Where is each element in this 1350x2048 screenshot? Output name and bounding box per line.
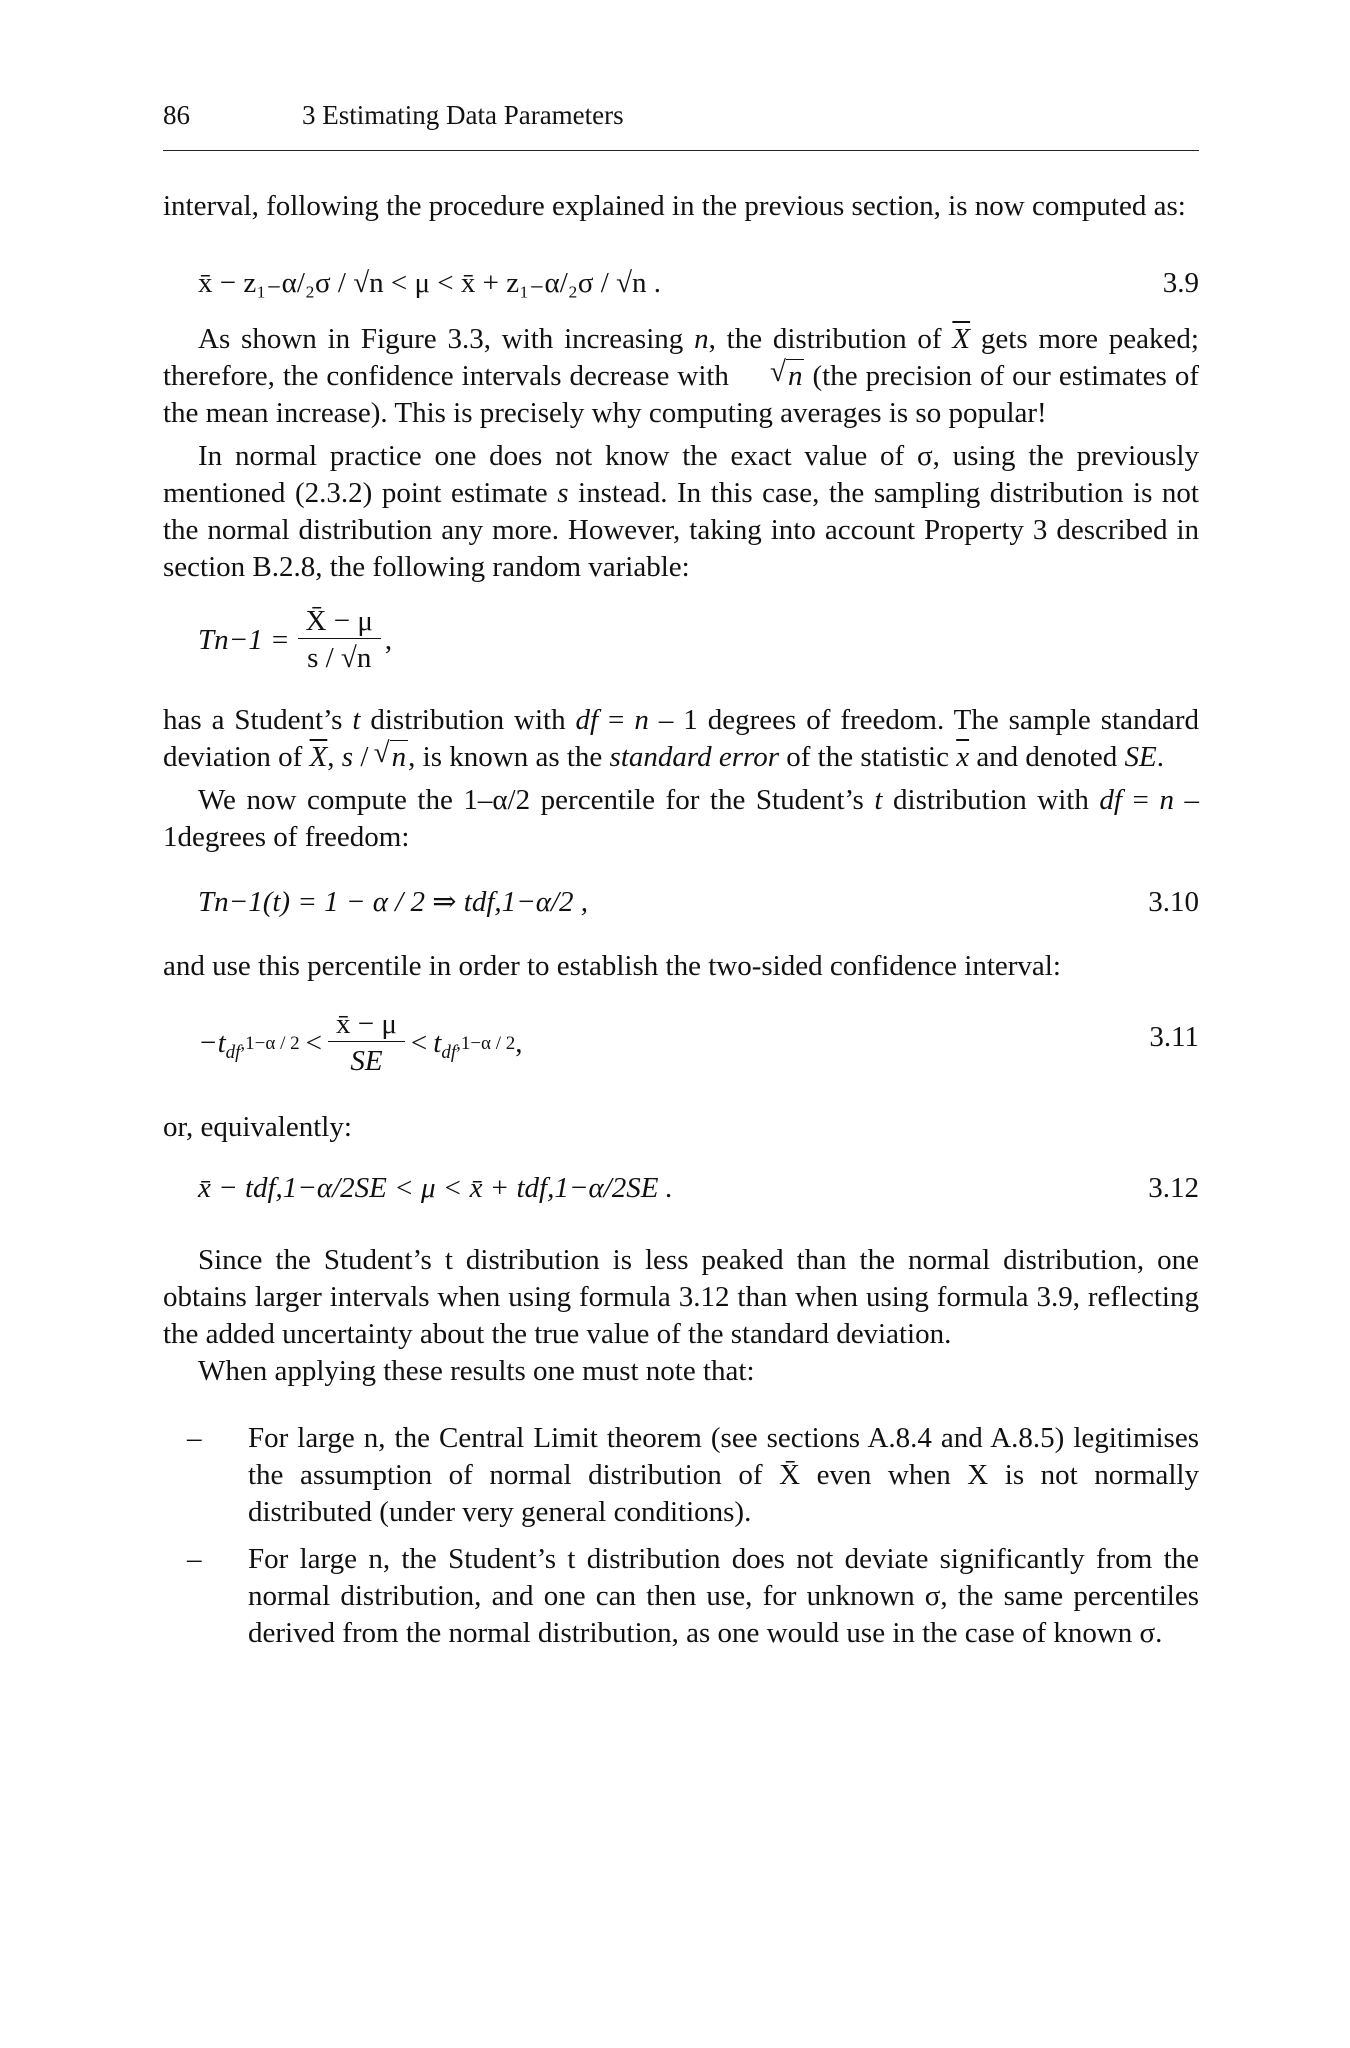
list-item	[163, 1420, 1199, 1531]
book-page	[163, 0, 1199, 2048]
paragraph-7: or, equivalently:	[163, 1111, 352, 1143]
paragraph-8: Since the Student’s t distribution is less peaked than the normal distribution, one obtains larger intervals when using formula 3.12 than when using formula 3.9, reflecting the added uncertainty about the true value of the standard deviation.	[163, 1244, 1199, 1350]
equation-3-12-expression: x̄ − tdf,1−α/2SE < μ < x̄ + tdf,1−α/2SE .	[198, 1172, 673, 1204]
equation-3-11-numerator: x̄ − μ	[328, 1007, 405, 1042]
equation-3-10-expression: Tn−1(t) = 1 − α / 2 ⇒ tdf,1−α/2 ,	[198, 886, 588, 918]
paragraph-6: and use this percentile in order to establish the two-sided confidence interval:	[163, 950, 1061, 982]
equation-3-12-number: 3.12	[1148, 1172, 1199, 1204]
page-number: 86	[163, 100, 190, 130]
equation-3-11-denominator: SE	[350, 1045, 383, 1077]
equation-3-11: $-t_{df}$ ,1−α / 2 < $\frac{x̄ - \mu}{SE}$ < $t_{df}$ ,1−α / 2 , 3.11	[163, 985, 1199, 1109]
list-item-text: For large n, the Student’s t distribution does not deviate significantly from the normal distribution, and one can then use, for unknown σ, the same percentiles derived from the normal distribution, as one would use in the case of known σ.	[248, 1543, 1199, 1649]
paragraph-3: In normal practice one does not know the exact value of σ, using the previously mentioned (2.3.2) point estimate s instead. In this case, the sampling distribution is not the normal distribution any more. However, taking into account Property 3 described in section B.2.8, the following random variable:	[163, 440, 1199, 583]
t-statistic-fraction	[298, 604, 381, 677]
running-title: 3 Estimating Data Parameters	[302, 100, 624, 130]
equation-3-12	[163, 1146, 1199, 1242]
equation-t-statistic: Tn−1 = $\frac{X̄ - \mu}{s / √n}$ ,	[163, 586, 1199, 702]
t-statistic-lhs: Tn−1 =	[198, 624, 290, 656]
bullet-dash: –	[187, 1422, 202, 1454]
page-body	[163, 188, 1199, 1662]
t-statistic-numerator: X̄ − μ	[298, 604, 381, 639]
paragraph-4: has a Student’s t distribution with df = n – 1 degrees of freedom. The sample standard deviation of $\overline{X}$, s / √ n, is known as the standard error of the statistic $\overline{x}$ and denoted SE.	[163, 702, 1199, 776]
equation-3-10	[163, 856, 1199, 948]
eq-3-9-text: x̄ − z₁₋α/₂σ / √n < μ < x̄ + z₁₋α/₂σ / √n .	[198, 267, 661, 299]
paragraph-2: As shown in Figure 3.3, with increasing n, the distribution of $\overline{X}$ gets more peaked; therefore, the confidence intervals decrease with √ n (the precision of our estimates of the mean increase). This is precisely why computing averages is so popular!	[163, 321, 1199, 432]
equation-3-11-fraction	[328, 1007, 405, 1080]
bullet-list	[163, 1420, 1199, 1652]
paragraph-9: When applying these results one must note that:	[198, 1355, 755, 1387]
list-item	[163, 1541, 1199, 1652]
equation-3-10-number: 3.10	[1148, 886, 1199, 918]
page-header	[163, 100, 1199, 151]
equation-3-9	[163, 225, 1199, 321]
bullet-dash: –	[187, 1543, 202, 1575]
equation-3-11-number: 3.11	[1149, 1021, 1199, 1053]
equation-3-9-expression	[198, 265, 661, 302]
equation-3-9-number: 3.9	[1162, 267, 1199, 299]
paragraph-5: We now compute the 1–α/2 percentile for the Student’s t distribution with df = n – 1degrees of freedom:	[163, 784, 1200, 853]
list-item-text: For large n, the Central Limit theorem (see sections A.8.4 and A.8.5) legitimises the assumption of normal distribution of X̄ even when X is not normally distributed (under very general conditions).	[248, 1422, 1199, 1528]
paragraph-1: interval, following the procedure explained in the previous section, is now computed as:	[163, 190, 1186, 222]
t-statistic-denominator: s / √n	[307, 642, 372, 674]
